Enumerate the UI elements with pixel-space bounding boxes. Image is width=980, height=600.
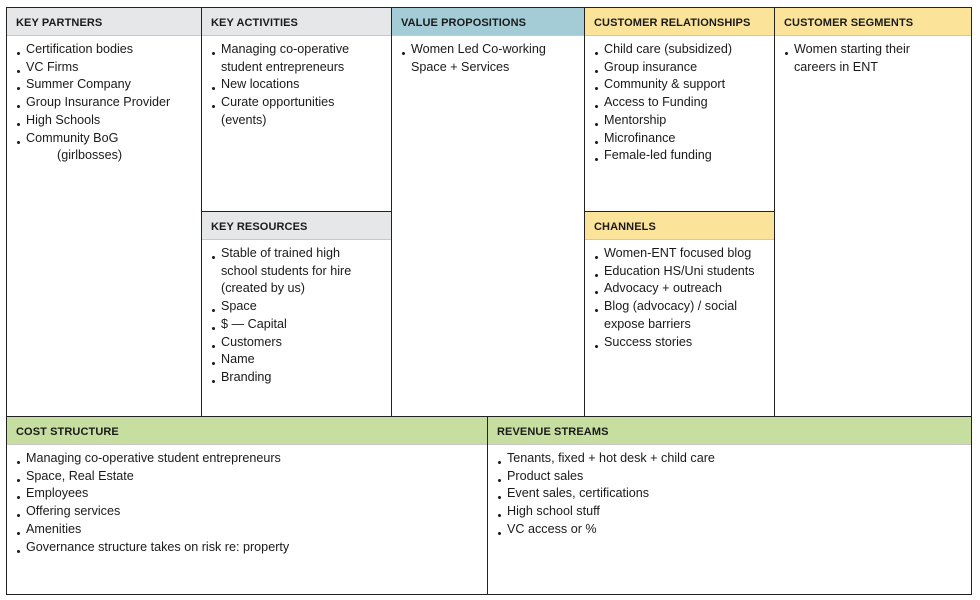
list-item: Group Insurance Provider [17, 94, 201, 112]
list-item-line: (created by us) [221, 281, 305, 296]
cost-structure-block [6, 416, 488, 595]
key-resources-list [202, 240, 391, 387]
list-item-line: Space + Services [411, 59, 510, 74]
list-item [212, 369, 391, 387]
list-item: Space, Real Estate [17, 468, 487, 486]
list-item-line: Women Led Co-working [411, 42, 546, 56]
list-item-line: student entrepreneurs [221, 59, 345, 74]
list-item: High Schools [17, 112, 201, 130]
list-item [212, 298, 391, 316]
list-item [785, 41, 971, 76]
list-item-line: careers in ENT [794, 59, 878, 74]
cost-structure-list [7, 445, 487, 556]
list-item: VC Firms [17, 59, 201, 77]
revenue-streams-list [488, 445, 971, 539]
list-item-text: Community BoG [26, 130, 119, 145]
list-item [17, 130, 201, 165]
channels-block [584, 211, 775, 417]
revenue-streams-block [487, 416, 972, 595]
key-resources-title: KEY RESOURCES [202, 212, 391, 240]
customer-relationships-list [585, 36, 774, 165]
list-item-line: Women-ENT focused blog [604, 246, 752, 260]
list-item-subtext: (girlbosses) [57, 148, 123, 163]
list-item-line: Branding [221, 369, 272, 384]
list-item: Community & support [595, 76, 774, 94]
list-item [595, 263, 774, 281]
key-partners-block [6, 7, 202, 417]
list-item: Mentorship [595, 112, 774, 130]
list-item-line: expose barriers [604, 316, 691, 331]
list-item-line: Advocacy + outreach [604, 281, 722, 296]
list-item: Offering services [17, 503, 487, 521]
value-propositions-list [392, 36, 584, 76]
list-item [212, 351, 391, 369]
list-item-line: New locations [221, 77, 300, 92]
list-item-line: Stable of trained high [221, 246, 341, 260]
list-item [212, 245, 391, 298]
list-item [212, 334, 391, 352]
list-item-line: Education HS/Uni students [604, 263, 755, 278]
list-item [402, 41, 584, 76]
list-item [212, 41, 391, 76]
key-activities-title: KEY ACTIVITIES [202, 8, 391, 36]
list-item-line: Curate opportunities [221, 95, 335, 110]
list-item [595, 298, 774, 333]
customer-relationships-block [584, 7, 775, 213]
value-propositions-title: VALUE PROPOSITIONS [392, 8, 584, 36]
list-item: Event sales, certifications [498, 485, 971, 503]
list-item: Child care (subsidized) [595, 41, 774, 59]
list-item [212, 76, 391, 94]
list-item: High school stuff [498, 503, 971, 521]
list-item: Tenants, fixed + hot desk + child care [498, 450, 971, 468]
list-item-line: Name [221, 352, 255, 367]
list-item: Group insurance [595, 59, 774, 77]
key-activities-list [202, 36, 391, 130]
list-item-line: Women starting their [794, 42, 910, 56]
key-partners-list [7, 36, 201, 165]
list-item [212, 94, 391, 129]
list-item: Female-led funding [595, 147, 774, 165]
list-item: Amenities [17, 521, 487, 539]
customer-relationships-title: CUSTOMER RELATIONSHIPS [585, 8, 774, 36]
channels-title: CHANNELS [585, 212, 774, 240]
list-item-line: (events) [221, 112, 267, 127]
list-item-line: Managing co-operative [221, 42, 350, 56]
list-item [595, 280, 774, 298]
list-item-line: school students for hire [221, 263, 352, 278]
key-resources-block [201, 211, 392, 417]
list-item-line: $ — Capital [221, 316, 287, 331]
customer-segments-block [774, 7, 972, 417]
revenue-streams-title: REVENUE STREAMS [488, 417, 971, 445]
list-item: Summer Company [17, 76, 201, 94]
value-propositions-block [391, 7, 585, 417]
channels-list [585, 240, 774, 351]
key-activities-block [201, 7, 392, 213]
list-item: Product sales [498, 468, 971, 486]
list-item: Employees [17, 485, 487, 503]
list-item-line: Customers [221, 334, 282, 349]
customer-segments-list [775, 36, 971, 76]
list-item [595, 245, 774, 263]
list-item: Microfinance [595, 130, 774, 148]
key-partners-title: KEY PARTNERS [7, 8, 201, 36]
list-item-line: Blog (advocacy) / social [604, 299, 737, 314]
list-item: Managing co-operative student entrepreneurs [17, 450, 487, 468]
customer-segments-title: CUSTOMER SEGMENTS [775, 8, 971, 36]
list-item-line: Success stories [604, 334, 693, 349]
list-item: Access to Funding [595, 94, 774, 112]
list-item: Governance structure takes on risk re: property [17, 539, 487, 557]
list-item [595, 334, 774, 352]
list-item-line: Space [221, 299, 257, 314]
list-item [212, 316, 391, 334]
list-item: Certification bodies [17, 41, 201, 59]
cost-structure-title: COST STRUCTURE [7, 417, 487, 445]
list-item: VC access or % [498, 521, 971, 539]
